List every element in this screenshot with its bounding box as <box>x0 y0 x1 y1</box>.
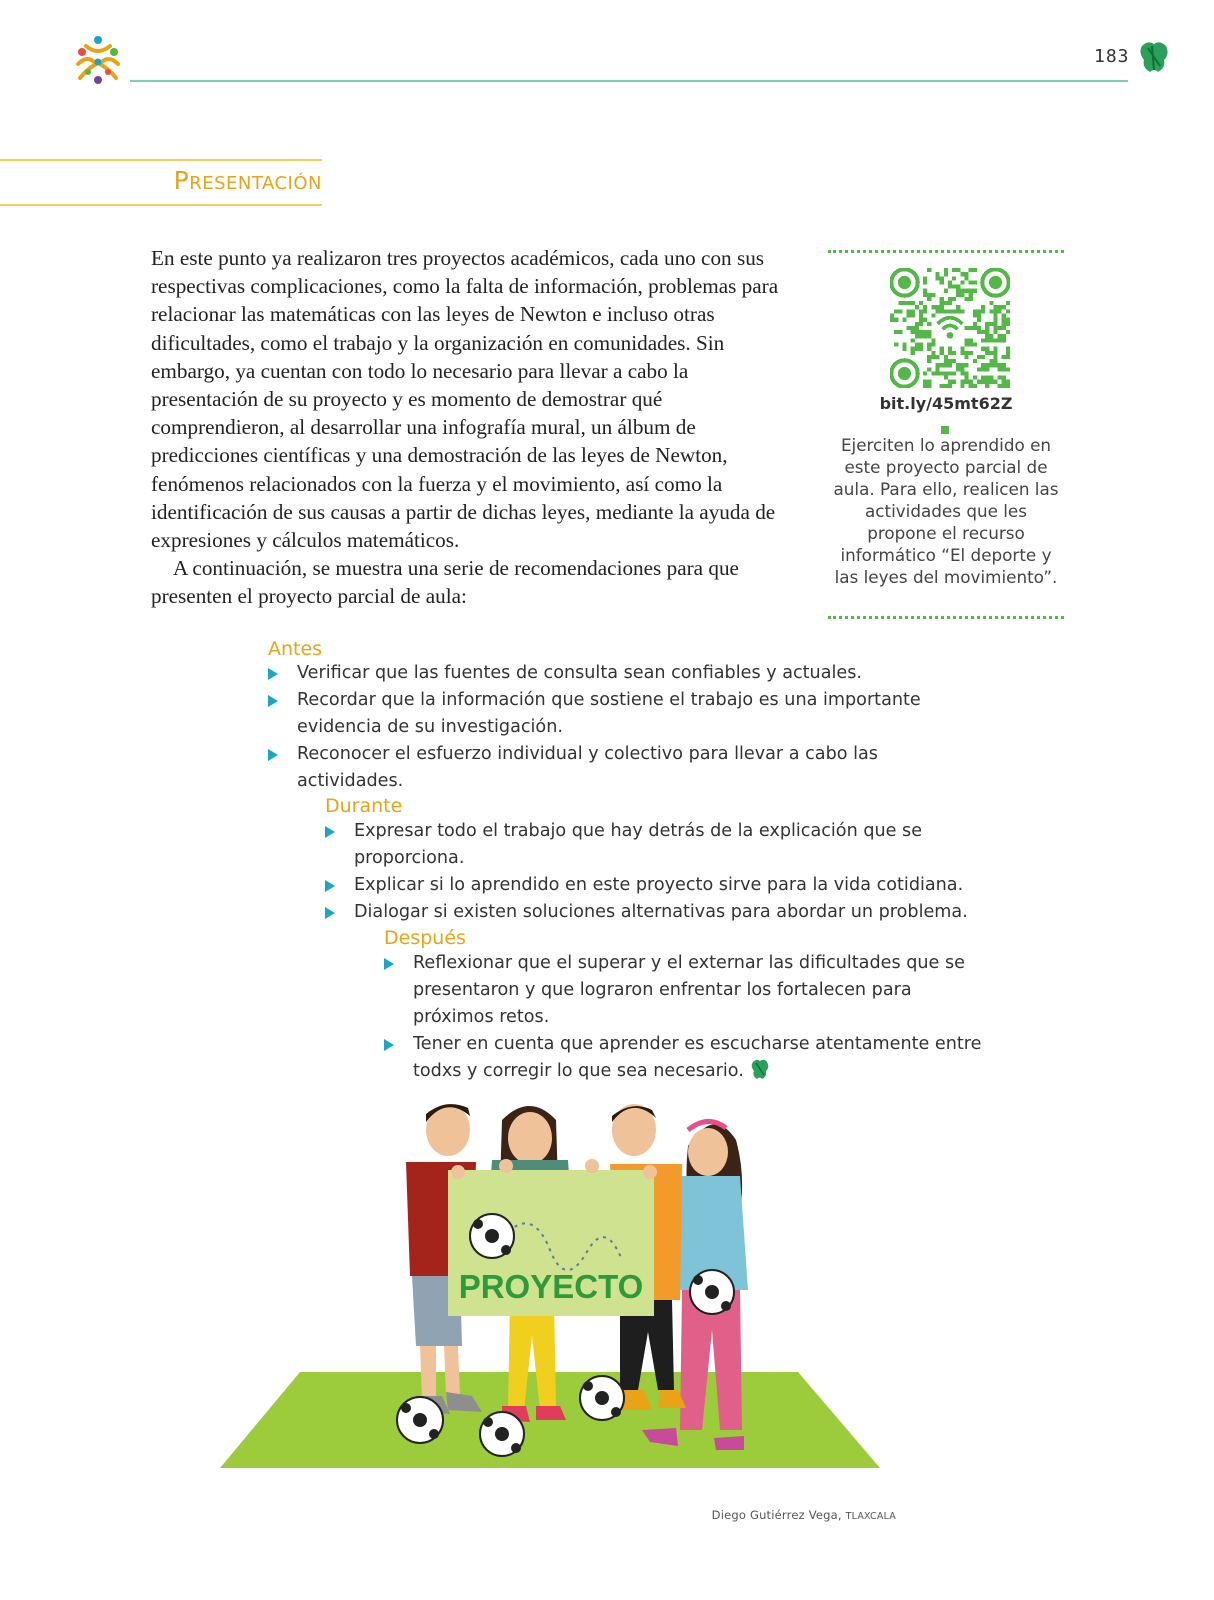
list-item <box>384 1031 984 1085</box>
list-item <box>325 872 985 899</box>
bullet-arrow-icon <box>325 907 335 919</box>
list-item-text: Dialogar si existen soluciones alternativas para abordar un problema. <box>354 902 968 922</box>
list-item <box>268 741 928 795</box>
title-rule-bottom <box>0 204 322 206</box>
credit-place: TLAXCALA <box>845 1511 896 1522</box>
despues-heading: Después <box>384 927 466 949</box>
bullet-arrow-icon <box>268 695 278 707</box>
antes-list <box>268 660 928 795</box>
durante-list <box>325 818 985 926</box>
list-item-text: Recordar que la información que sostiene el trabajo es una importante evidencia de su investigación. <box>297 690 921 737</box>
soccer-ball-icon <box>470 1214 514 1258</box>
bullet-arrow-icon <box>325 880 335 892</box>
list-item-text: Explicar si lo aprendido en este proyecto sirve para la vida cotidiana. <box>354 875 964 895</box>
list-item <box>325 899 985 926</box>
body-text <box>151 244 791 611</box>
despues-list <box>384 950 984 1085</box>
soccer-ball-icon <box>397 1397 443 1443</box>
page-number: 183 <box>1094 46 1130 67</box>
dotted-rule-top <box>828 250 1064 253</box>
header-rule <box>130 80 1128 82</box>
body-paragraph-2: A continuación, se muestra una serie de recomendaciones para que presenten el proyecto parcial de aula: <box>151 556 739 609</box>
list-item <box>325 818 985 872</box>
section-title: Presentación <box>173 166 322 195</box>
antes-heading: Antes <box>268 638 323 660</box>
green-leaf-end-icon <box>750 1058 770 1080</box>
soccer-ball-icon <box>580 1376 624 1420</box>
poster-text: PROYECTO <box>458 1268 644 1305</box>
list-item-text: Reconocer el esfuerzo individual y colectivo para llevar a cabo las actividades. <box>297 744 878 791</box>
illustration-credit <box>700 1508 896 1522</box>
title-rule-top <box>0 159 322 161</box>
qr-description: Ejerciten lo aprendido en este proyecto parcial de aula. Para ello, realicen las actividades que les propone el recurso informático “El deporte y las leyes del movimiento”. <box>833 435 1059 587</box>
credit-name: Diego Gutiérrez Vega, <box>711 1508 842 1522</box>
list-item-text: Expresar todo el trabajo que hay detrás de la explicación que se proporciona. <box>354 821 923 868</box>
bullet-arrow-icon <box>325 826 335 838</box>
durante-heading: Durante <box>325 795 403 817</box>
dotted-rule-bottom <box>828 616 1064 619</box>
list-item <box>384 950 984 1031</box>
students-project-illustration <box>220 1100 900 1496</box>
bullet-arrow-icon <box>268 749 278 761</box>
bullet-arrow-icon <box>268 668 278 680</box>
list-item <box>268 660 928 687</box>
list-item-text: Reflexionar que el superar y el externar las dificultades que se presentaron y que lograron enfrentar los fortalecen para próximos retos. <box>413 953 965 1027</box>
soccer-ball-icon <box>690 1270 734 1314</box>
list-item <box>268 687 928 741</box>
body-paragraph-1: En este punto ya realizaron tres proyectos académicos, cada uno con sus respectivas complicaciones, como la falta de información, problemas para relacionar las matemáticas con las leyes de Newton e incluso otras dificultades, como el trabajo y la organización en comunidades. Sin embargo, ya cuentan con todo lo necesario para llevar a cabo la presentación de su proyecto y es momento de demostrar qué comprendieron, al desarrollar una infografía mural, un álbum de predicciones científicas y una demostración de las leyes de Newton, fenómenos relacionados con la fuerza y el movimiento, así como la identificación de sus causas a partir de dichas leyes, mediante la ayuda de expresiones y cálculos matemáticos. <box>151 246 779 553</box>
colorful-figures-logo-icon <box>72 34 124 86</box>
list-item-text: Tener en cuenta que aprender es escucharse atentamente entre todxs y corregir lo que sea necesario. <box>413 1034 982 1081</box>
soccer-ball-icon <box>480 1412 524 1456</box>
qr-link[interactable]: bit.ly/45mt62Z <box>879 394 1013 413</box>
list-item-text: Verificar que las fuentes de consulta sean confiables y actuales. <box>297 663 862 683</box>
qr-code-icon[interactable] <box>890 268 1010 388</box>
green-leaf-icon <box>1138 40 1170 74</box>
green-square-marker <box>941 426 949 434</box>
qr-resource-box <box>828 250 1064 630</box>
bullet-arrow-icon <box>384 958 394 970</box>
bullet-arrow-icon <box>384 1039 394 1051</box>
